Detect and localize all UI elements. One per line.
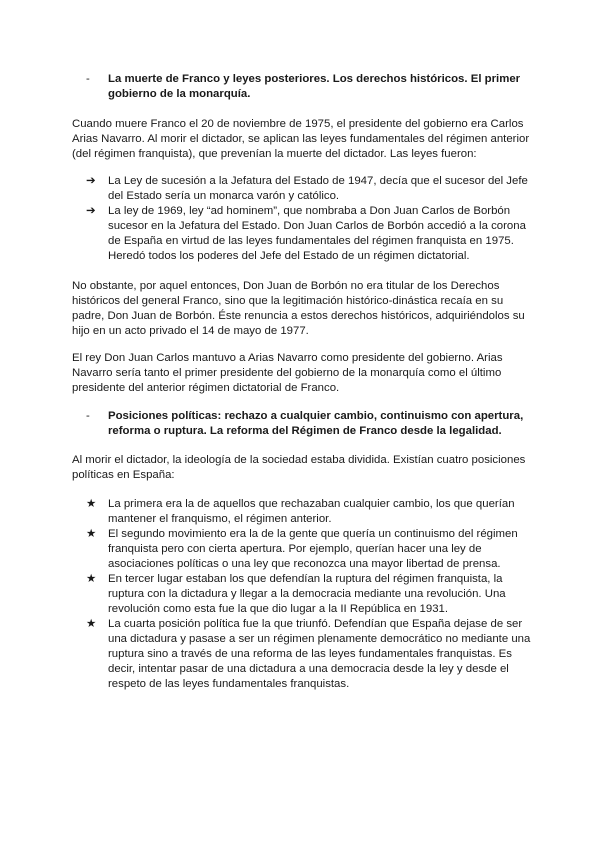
- star-icon: ★: [86, 528, 97, 540]
- section-heading-text: Posiciones políticas: rechazo a cualquier cambio, continuismo con apertura, reforma o ruptura. La reforma del Régimen de Franco desde la legalidad.: [108, 410, 524, 437]
- paragraph-ideology: Al morir el dictador, la ideología de la sociedad estaba dividida. Existían cuatro posiciones políticas en España:: [72, 454, 526, 481]
- star-icon: ★: [86, 498, 97, 510]
- list-item: [86, 204, 536, 264]
- star-icon: ★: [86, 618, 97, 630]
- heading-dash-marker: -: [86, 73, 90, 85]
- laws-list: [86, 174, 536, 264]
- list-item: [86, 174, 536, 204]
- list-item-text: La cuarta posición política fue la que triunfó. Defendían que España dejase de ser una dictadura y pasase a ser un régimen plenamente democrático no mediante una ruptura sino a través de una reforma de las leyes fundamentales franquistas. Es decir, intentar pasar de una dictadura a una democracia desde la ley y desde el respeto de las leyes fundamentales franquistas.: [108, 618, 531, 690]
- list-item-text: La Ley de sucesión a la Jefatura del Estado de 1947, decía que el sucesor del Jefe del Estado sería un monarca varón y católico.: [108, 175, 528, 202]
- positions-list: [86, 497, 536, 692]
- paragraph-arias-navarro: El rey Don Juan Carlos mantuvo a Arias Navarro como presidente del gobierno. Arias Navarro sería tanto el primer presidente del gobierno de la monarquía como el último presidente del anterior régimen dictatorial de Franco.: [72, 352, 503, 394]
- paragraph-derechos-historicos: No obstante, por aquel entonces, Don Juan de Borbón no era titular de los Derechos históricos del general Franco, sino que la legitimación histórico-dinástica recaía en su padre, Don Juan de Borbón. Éste renuncia a estos derechos históricos, adquiriéndolos su hijo en un acto privado el 14 de mayo de 1977.: [72, 280, 525, 337]
- paragraph-intro: Cuando muere Franco el 20 de noviembre de 1975, el presidente del gobierno era Carlos Arias Navarro. Al morir el dictador, se aplican las leyes fundamentales del régimen anterior (del régimen franquista), que prevenían la muerte del dictador. Las leyes fueron:: [72, 118, 530, 160]
- list-item-text: La primera era la de aquellos que rechazaban cualquier cambio, los que querían mantener el franquismo, el régimen anterior.: [108, 498, 515, 525]
- heading-dash-marker: -: [86, 410, 90, 422]
- list-item: [86, 617, 536, 692]
- section-heading-text: La muerte de Franco y leyes posteriores. Los derechos históricos. El primer gobierno de la monarquía.: [108, 73, 521, 100]
- arrow-right-icon: ➔: [86, 205, 96, 217]
- list-item: [86, 572, 536, 617]
- list-item: [86, 527, 536, 572]
- list-item-text: El segundo movimiento era la de la gente que quería un continuismo del régimen franquista pero con cierta apertura. Por ejemplo, querían hacer una ley de asociaciones políticas o una ley que reconozca una mayor libertad de prensa.: [108, 528, 518, 570]
- list-item-text: En tercer lugar estaban los que defendían la ruptura del régimen franquista, la ruptura con la dictadura y llegar a la democracia mediante una revolución. Una revolución como esta fue la que dio lugar a la II República en 1931.: [108, 573, 506, 615]
- list-item-text: La ley de 1969, ley “ad hominem”, que nombraba a Don Juan Carlos de Borbón sucesor en la Jefatura del Estado. Don Juan Carlos de Borbón accedió a la corona de España en virtud de las leyes fundamentales del régimen franquista en 1975. Heredó todos los poderes del Jefe del Estado de un régimen dictatorial.: [108, 205, 526, 262]
- star-icon: ★: [86, 573, 97, 585]
- arrow-right-icon: ➔: [86, 175, 96, 187]
- list-item: [86, 497, 536, 527]
